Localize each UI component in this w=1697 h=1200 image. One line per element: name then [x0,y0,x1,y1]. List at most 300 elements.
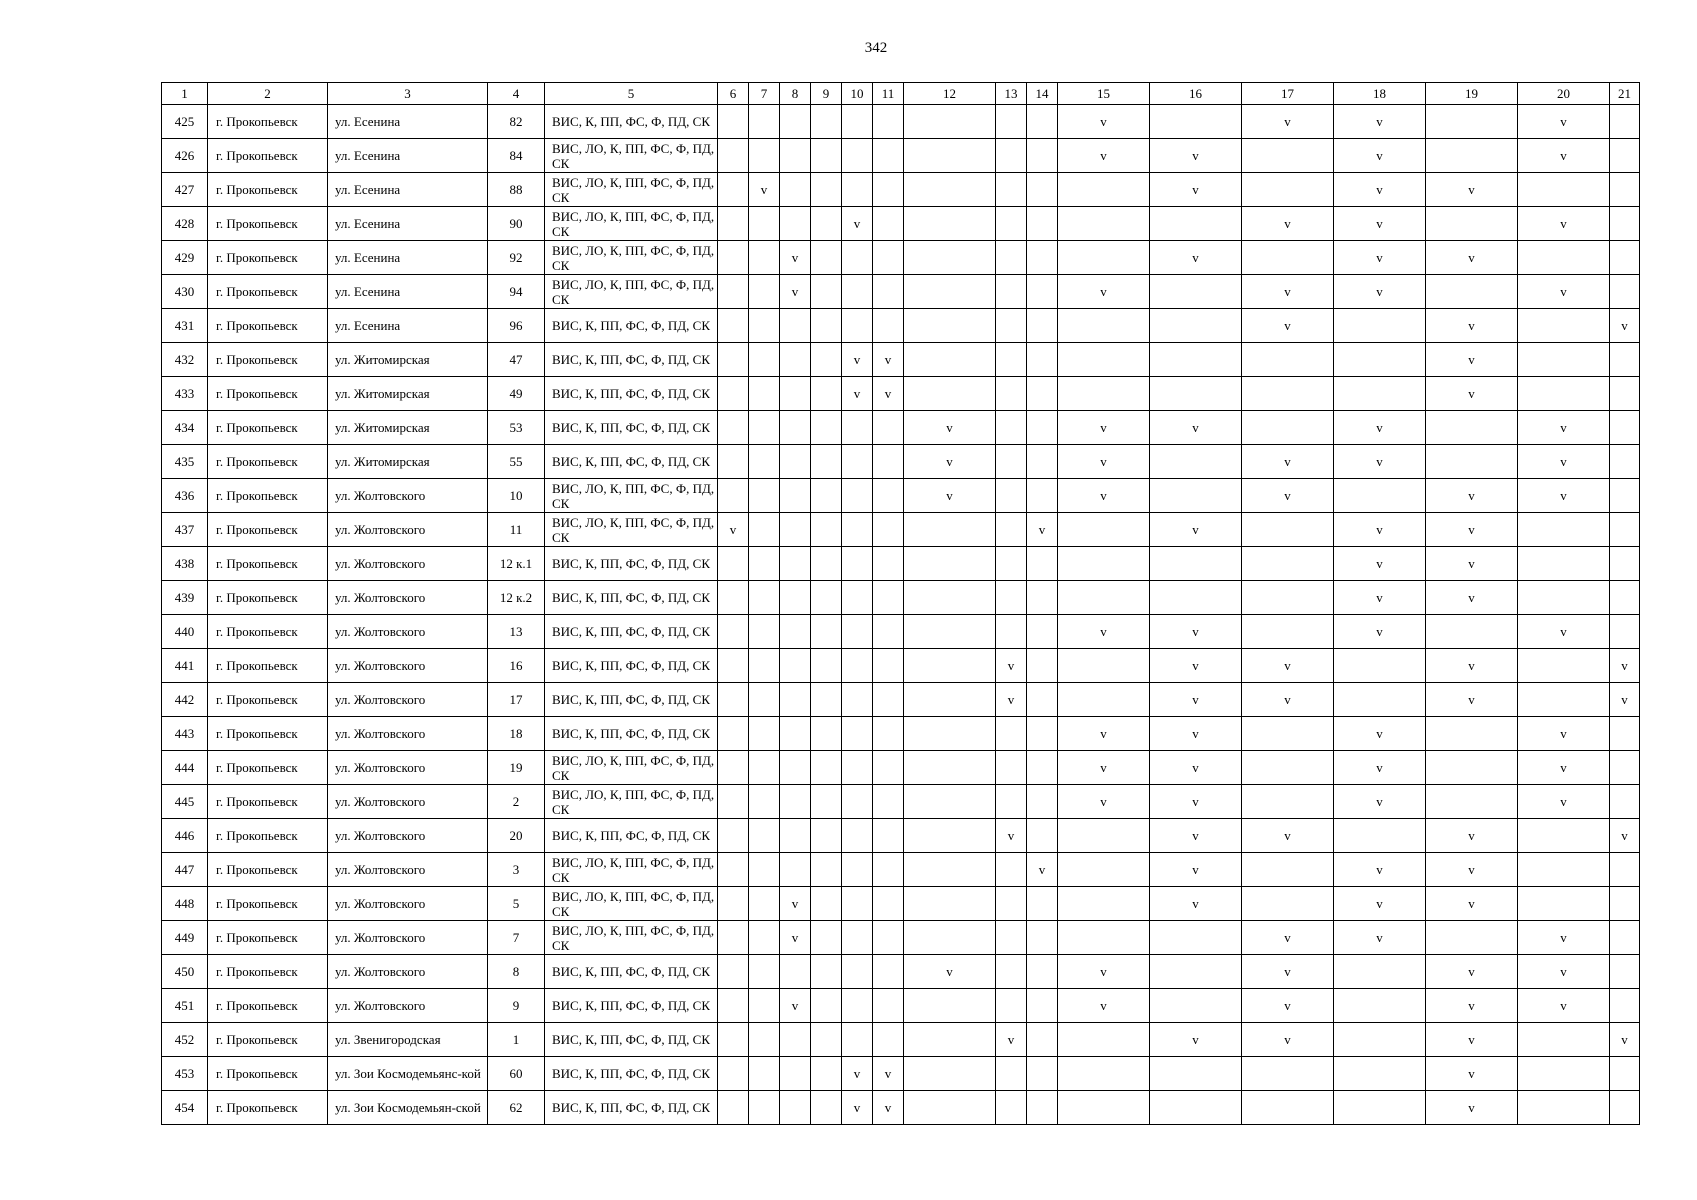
check-mark: v [1560,997,1567,1013]
mark-cell-col-21 [1610,1057,1640,1091]
mark-cell-col-16 [1150,853,1242,887]
mark-cell-col-11 [873,479,904,513]
mark-cell-col-17 [1242,377,1334,411]
house-number-cell: 47 [488,343,545,377]
mark-cell-col-17 [1242,445,1334,479]
mark-cell-col-13 [996,241,1027,275]
column-header: 18 [1334,83,1426,105]
mark-cell-col-6 [718,819,749,853]
mark-cell-col-11 [873,581,904,615]
house-number-cell: 53 [488,411,545,445]
mark-cell-col-14 [1027,989,1058,1023]
mark-cell-col-19 [1426,547,1518,581]
mark-cell-col-7 [749,479,780,513]
mark-cell-col-16 [1150,921,1242,955]
mark-cell-col-19 [1426,411,1518,445]
mark-cell-col-13 [996,717,1027,751]
mark-cell-col-9 [811,955,842,989]
mark-cell-col-12 [904,785,996,819]
mark-cell-col-8 [780,1057,811,1091]
column-header: 16 [1150,83,1242,105]
mark-cell-col-7 [749,819,780,853]
mark-cell-col-11 [873,343,904,377]
street-cell: ул. Жолтовского [328,479,488,513]
mark-cell-col-19 [1426,989,1518,1023]
mark-cell-col-13 [996,751,1027,785]
street-cell: ул. Жолтовского [328,819,488,853]
mark-cell-col-19 [1426,309,1518,343]
mark-cell-col-14 [1027,649,1058,683]
mark-cell-col-14 [1027,1023,1058,1057]
check-mark: v [1192,827,1199,843]
work-types-cell: ВИС, ЛО, К, ПП, ФС, Ф, ПД, СК [545,887,718,921]
table-row [162,445,1640,479]
check-mark: v [1038,861,1046,877]
work-types-cell: ВИС, К, ПП, ФС, Ф, ПД, СК [545,1023,718,1057]
mark-cell-col-7 [749,683,780,717]
check-mark: v [1560,793,1567,809]
mark-cell-col-8 [780,479,811,513]
check-mark: v [1468,1099,1475,1115]
city-cell: г. Прокопьевск [208,275,328,309]
column-header: 13 [996,83,1027,105]
mark-cell-col-14 [1027,751,1058,785]
table-row [162,411,1640,445]
row-number-cell: 441 [162,649,208,683]
mark-cell-col-8 [780,615,811,649]
mark-cell-col-19 [1426,853,1518,887]
check-mark: v [1621,1031,1628,1047]
mark-cell-col-13 [996,207,1027,241]
mark-cell-col-12 [904,1023,996,1057]
work-types-cell: ВИС, ЛО, К, ПП, ФС, Ф, ПД, СК [545,751,718,785]
check-mark: v [1560,725,1567,741]
mark-cell-col-9 [811,1057,842,1091]
table-row [162,547,1640,581]
table-row [162,717,1640,751]
check-mark: v [1192,793,1199,809]
work-types-cell: ВИС, К, ПП, ФС, Ф, ПД, СК [545,649,718,683]
mark-cell-col-17 [1242,717,1334,751]
mark-cell-col-14 [1027,105,1058,139]
mark-cell-col-9 [811,853,842,887]
mark-cell-col-19 [1426,581,1518,615]
street-cell: ул. Есенина [328,105,488,139]
check-mark: v [1376,929,1383,945]
mark-cell-col-18 [1334,479,1426,513]
mark-cell-col-7 [749,785,780,819]
mark-cell-col-17 [1242,1091,1334,1125]
mark-cell-col-8 [780,921,811,955]
mark-cell-col-13 [996,275,1027,309]
mark-cell-col-7 [749,105,780,139]
page-number: 342 [864,40,888,56]
check-mark: v [1468,861,1475,877]
column-header: 6 [718,83,749,105]
table-row [162,1091,1640,1125]
mark-cell-col-20 [1518,105,1610,139]
mark-cell-col-13 [996,139,1027,173]
mark-cell-col-10 [842,241,873,275]
check-mark: v [791,249,799,265]
table-row [162,989,1640,1023]
house-number-cell: 8 [488,955,545,989]
mark-cell-col-6 [718,989,749,1023]
mark-cell-col-14 [1027,343,1058,377]
table-row [162,309,1640,343]
check-mark: v [1100,963,1107,979]
mark-cell-col-12 [904,241,996,275]
table-row [162,785,1640,819]
mark-cell-col-21 [1610,343,1640,377]
street-cell: ул. Есенина [328,275,488,309]
mark-cell-col-7 [749,1057,780,1091]
work-types-cell: ВИС, ЛО, К, ПП, ФС, Ф, ПД, СК [545,513,718,547]
street-cell: ул. Жолтовского [328,513,488,547]
mark-cell-col-17 [1242,1023,1334,1057]
mark-cell-col-15 [1058,445,1150,479]
check-mark: v [1376,759,1383,775]
check-mark: v [1007,827,1015,843]
mark-cell-col-9 [811,139,842,173]
row-number-cell: 440 [162,615,208,649]
house-number-cell: 94 [488,275,545,309]
mark-cell-col-17 [1242,139,1334,173]
mark-cell-col-14 [1027,139,1058,173]
check-mark: v [1007,657,1015,673]
mark-cell-col-10 [842,955,873,989]
work-types-cell: ВИС, ЛО, К, ПП, ФС, Ф, ПД, СК [545,785,718,819]
mark-cell-col-11 [873,411,904,445]
mark-cell-col-21 [1610,887,1640,921]
mark-cell-col-12 [904,445,996,479]
mark-cell-col-9 [811,1023,842,1057]
mark-cell-col-21 [1610,105,1640,139]
mark-cell-col-8 [780,547,811,581]
check-mark: v [1038,521,1046,537]
check-mark: v [1100,419,1107,435]
mark-cell-col-8 [780,275,811,309]
mark-cell-col-10 [842,615,873,649]
mark-cell-col-9 [811,921,842,955]
street-cell: ул. Жолтовского [328,989,488,1023]
mark-cell-col-8 [780,241,811,275]
street-cell: ул. Житомирская [328,343,488,377]
table-row [162,955,1640,989]
column-header: 17 [1242,83,1334,105]
mark-cell-col-9 [811,513,842,547]
city-cell: г. Прокопьевск [208,819,328,853]
mark-cell-col-16 [1150,275,1242,309]
mark-cell-col-9 [811,819,842,853]
house-number-cell: 13 [488,615,545,649]
mark-cell-col-12 [904,887,996,921]
work-types-cell: ВИС, К, ПП, ФС, Ф, ПД, СК [545,445,718,479]
mark-cell-col-18 [1334,683,1426,717]
mark-cell-col-20 [1518,275,1610,309]
row-number-cell: 439 [162,581,208,615]
mark-cell-col-8 [780,819,811,853]
check-mark: v [1468,827,1475,843]
mark-cell-col-20 [1518,207,1610,241]
mark-cell-col-11 [873,207,904,241]
mark-cell-col-6 [718,581,749,615]
mark-cell-col-12 [904,649,996,683]
check-mark: v [853,215,861,231]
row-number-cell: 444 [162,751,208,785]
work-types-cell: ВИС, К, ПП, ФС, Ф, ПД, СК [545,1057,718,1091]
mark-cell-col-21 [1610,1091,1640,1125]
check-mark: v [1284,827,1291,843]
mark-cell-col-21 [1610,547,1640,581]
mark-cell-col-8 [780,207,811,241]
mark-cell-col-10 [842,343,873,377]
mark-cell-col-7 [749,547,780,581]
mark-cell-col-15 [1058,989,1150,1023]
mark-cell-col-7 [749,1023,780,1057]
mark-cell-col-8 [780,411,811,445]
mark-cell-col-10 [842,989,873,1023]
address-table [161,82,1640,1125]
mark-cell-col-15 [1058,921,1150,955]
check-mark: v [1376,895,1383,911]
mark-cell-col-20 [1518,615,1610,649]
city-cell: г. Прокопьевск [208,717,328,751]
mark-cell-col-14 [1027,615,1058,649]
mark-cell-col-16 [1150,139,1242,173]
mark-cell-col-18 [1334,887,1426,921]
check-mark: v [853,351,861,367]
mark-cell-col-18 [1334,309,1426,343]
city-cell: г. Прокопьевск [208,887,328,921]
mark-cell-col-16 [1150,173,1242,207]
check-mark: v [1284,1031,1291,1047]
mark-cell-col-8 [780,377,811,411]
mark-cell-col-20 [1518,819,1610,853]
check-mark: v [853,1065,861,1081]
row-number-cell: 449 [162,921,208,955]
mark-cell-col-13 [996,921,1027,955]
mark-cell-col-9 [811,207,842,241]
check-mark: v [1100,113,1107,129]
mark-cell-col-6 [718,717,749,751]
check-mark: v [884,1099,892,1115]
mark-cell-col-15 [1058,649,1150,683]
column-header: 14 [1027,83,1058,105]
check-mark: v [1192,657,1199,673]
mark-cell-col-18 [1334,207,1426,241]
mark-cell-col-17 [1242,275,1334,309]
city-cell: г. Прокопьевск [208,479,328,513]
mark-cell-col-19 [1426,445,1518,479]
house-number-cell: 5 [488,887,545,921]
street-cell: ул. Зои Космодемьян-ской [328,1091,488,1125]
house-number-cell: 1 [488,1023,545,1057]
mark-cell-col-12 [904,377,996,411]
mark-cell-col-11 [873,683,904,717]
check-mark: v [1284,453,1291,469]
check-mark: v [1621,317,1628,333]
mark-cell-col-15 [1058,309,1150,343]
mark-cell-col-9 [811,683,842,717]
mark-cell-col-8 [780,343,811,377]
work-types-cell: ВИС, К, ПП, ФС, Ф, ПД, СК [545,581,718,615]
mark-cell-col-20 [1518,479,1610,513]
mark-cell-col-17 [1242,343,1334,377]
mark-cell-col-12 [904,275,996,309]
row-number-cell: 451 [162,989,208,1023]
mark-cell-col-16 [1150,649,1242,683]
mark-cell-col-17 [1242,819,1334,853]
mark-cell-col-12 [904,207,996,241]
mark-cell-col-21 [1610,819,1640,853]
mark-cell-col-18 [1334,1091,1426,1125]
mark-cell-col-8 [780,309,811,343]
mark-cell-col-14 [1027,411,1058,445]
mark-cell-col-13 [996,649,1027,683]
mark-cell-col-12 [904,173,996,207]
mark-cell-col-18 [1334,241,1426,275]
street-cell: ул. Жолтовского [328,887,488,921]
work-types-cell: ВИС, К, ПП, ФС, Ф, ПД, СК [545,309,718,343]
mark-cell-col-14 [1027,717,1058,751]
check-mark: v [1621,691,1628,707]
column-header: 12 [904,83,996,105]
mark-cell-col-16 [1150,479,1242,513]
city-cell: г. Прокопьевск [208,649,328,683]
city-cell: г. Прокопьевск [208,683,328,717]
check-mark: v [1468,963,1475,979]
check-mark: v [1468,895,1475,911]
mark-cell-col-18 [1334,343,1426,377]
mark-cell-col-6 [718,649,749,683]
mark-cell-col-7 [749,581,780,615]
work-types-cell: ВИС, ЛО, К, ПП, ФС, Ф, ПД, СК [545,853,718,887]
mark-cell-col-17 [1242,989,1334,1023]
mark-cell-col-21 [1610,207,1640,241]
mark-cell-col-10 [842,479,873,513]
mark-cell-col-7 [749,207,780,241]
mark-cell-col-10 [842,785,873,819]
mark-cell-col-15 [1058,241,1150,275]
mark-cell-col-6 [718,241,749,275]
check-mark: v [1376,725,1383,741]
mark-cell-col-21 [1610,717,1640,751]
mark-cell-col-20 [1518,377,1610,411]
check-mark: v [1192,1031,1199,1047]
mark-cell-col-9 [811,445,842,479]
mark-cell-col-9 [811,105,842,139]
mark-cell-col-6 [718,411,749,445]
row-number-cell: 438 [162,547,208,581]
mark-cell-col-10 [842,411,873,445]
mark-cell-col-9 [811,479,842,513]
house-number-cell: 82 [488,105,545,139]
street-cell: ул. Есенина [328,241,488,275]
check-mark: v [1376,521,1383,537]
mark-cell-col-17 [1242,853,1334,887]
street-cell: ул. Жолтовского [328,921,488,955]
row-number-cell: 428 [162,207,208,241]
mark-cell-col-6 [718,513,749,547]
house-number-cell: 55 [488,445,545,479]
mark-cell-col-13 [996,989,1027,1023]
mark-cell-col-8 [780,445,811,479]
mark-cell-col-19 [1426,241,1518,275]
mark-cell-col-10 [842,547,873,581]
work-types-cell: ВИС, К, ПП, ФС, Ф, ПД, СК [545,717,718,751]
mark-cell-col-21 [1610,377,1640,411]
mark-cell-col-21 [1610,275,1640,309]
mark-cell-col-6 [718,921,749,955]
mark-cell-col-12 [904,819,996,853]
mark-cell-col-6 [718,173,749,207]
mark-cell-col-11 [873,853,904,887]
mark-cell-col-18 [1334,717,1426,751]
row-number-cell: 427 [162,173,208,207]
mark-cell-col-19 [1426,105,1518,139]
mark-cell-col-15 [1058,853,1150,887]
house-number-cell: 9 [488,989,545,1023]
mark-cell-col-19 [1426,955,1518,989]
check-mark: v [884,385,892,401]
mark-cell-col-6 [718,343,749,377]
mark-cell-col-18 [1334,955,1426,989]
house-number-cell: 90 [488,207,545,241]
street-cell: ул. Жолтовского [328,785,488,819]
mark-cell-col-15 [1058,547,1150,581]
mark-cell-col-12 [904,683,996,717]
mark-cell-col-20 [1518,1057,1610,1091]
mark-cell-col-21 [1610,853,1640,887]
check-mark: v [1560,453,1567,469]
column-header: 10 [842,83,873,105]
row-number-cell: 445 [162,785,208,819]
mark-cell-col-15 [1058,581,1150,615]
mark-cell-col-17 [1242,207,1334,241]
mark-cell-col-6 [718,683,749,717]
mark-cell-col-8 [780,785,811,819]
street-cell: ул. Жолтовского [328,581,488,615]
check-mark: v [1376,419,1383,435]
mark-cell-col-13 [996,853,1027,887]
mark-cell-col-18 [1334,615,1426,649]
city-cell: г. Прокопьевск [208,377,328,411]
check-mark: v [1468,1031,1475,1047]
check-mark: v [1100,487,1107,503]
check-mark: v [1192,181,1199,197]
house-number-cell: 60 [488,1057,545,1091]
mark-cell-col-18 [1334,105,1426,139]
mark-cell-col-16 [1150,887,1242,921]
street-cell: ул. Житомирская [328,377,488,411]
city-cell: г. Прокопьевск [208,207,328,241]
check-mark: v [1284,215,1291,231]
mark-cell-col-6 [718,445,749,479]
mark-cell-col-12 [904,955,996,989]
mark-cell-col-7 [749,445,780,479]
street-cell: ул. Жолтовского [328,853,488,887]
mark-cell-col-15 [1058,479,1150,513]
check-mark: v [1100,997,1107,1013]
mark-cell-col-14 [1027,921,1058,955]
column-header: 21 [1610,83,1640,105]
mark-cell-col-15 [1058,411,1150,445]
check-mark: v [791,283,799,299]
check-mark: v [1560,929,1567,945]
street-cell: ул. Есенина [328,173,488,207]
mark-cell-col-20 [1518,343,1610,377]
